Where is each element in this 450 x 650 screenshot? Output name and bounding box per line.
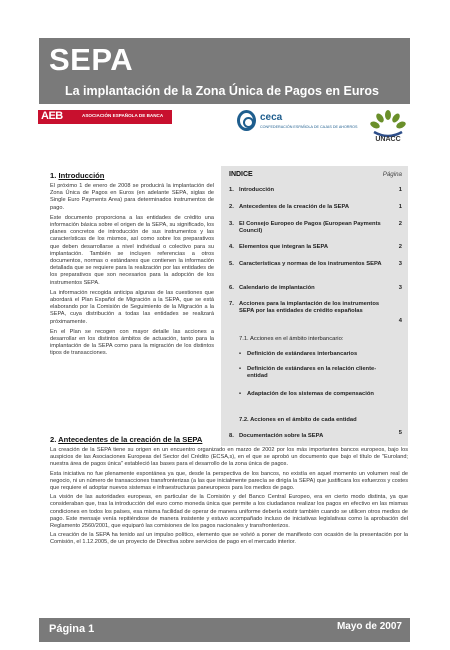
index-item-text: Elementos que integran la SEPA [239, 244, 329, 250]
index-item-number: 1. [229, 187, 234, 193]
index-box [221, 166, 408, 446]
background-heading-text: Antecedentes de la creación de la SEPA [58, 435, 203, 444]
background-heading [50, 435, 408, 444]
index-title: INDICE [229, 171, 253, 178]
intro-section [50, 171, 214, 361]
index-item-number: 6. [229, 285, 234, 291]
aeb-logo-text: ASOCIACIÓN ESPAÑOLA DE BANCA [82, 113, 164, 118]
index-item [229, 244, 404, 251]
aeb-logo [38, 110, 172, 124]
index-item [229, 301, 404, 324]
index-item [229, 204, 404, 211]
footer-band [39, 618, 410, 642]
ceca-logo-icon [237, 110, 256, 131]
index-item-text: Antecedentes de la creación de la SEPA [239, 204, 350, 210]
header-band [39, 38, 410, 104]
ceca-logo-subtitle: CONFEDERACIÓN ESPAÑOLA DE CAJAS DE AHORROS [260, 125, 358, 129]
unacc-logo-text: UNACC [375, 136, 401, 143]
intro-heading-text: Introducción [58, 171, 105, 180]
index-item-number: 4. [229, 244, 234, 250]
index-item [229, 221, 404, 235]
index-item-number: 7. [229, 301, 234, 307]
aeb-logo-mark: AEB [41, 110, 63, 122]
index-item-page: 3 [398, 285, 402, 291]
index-item-page: 1 [398, 187, 402, 193]
background-section [50, 435, 408, 549]
background-paragraph: Esta iniciativa no fue plenamente espontánea ya que, desde la perspectiva de los bancos, no existía en aquel momento un volumen real de negocio, ni un número de transacciones transfronterizas (a las que inicialmente parecía se dirigía la SEPA) que justificara los esfuerzos y costes que requiere el adoptar nuevos sistemas e infraestructuras paneuropeos para los medios de pago. [50, 470, 408, 492]
index-item-number: 8. [229, 433, 234, 439]
background-heading-number: 2. [50, 435, 57, 444]
index-subitem-7-1: 7.1. Acciones en el ámbito interbancario: [239, 336, 344, 342]
intro-paragraph: En el Plan se recogen con mayor detalle las acciones a desarrollar en los distintos ámbitos de actuación, tanto para la implantación de la SEPA como para la migración de los distintos tipos de transacciones. [50, 328, 214, 357]
document-title: SEPA [49, 42, 134, 77]
index-item-page: 2 [398, 221, 402, 227]
index-item-number: 5. [229, 261, 234, 267]
index-subitem-7-2: 7.2. Acciones en el ámbito de cada entidad [239, 417, 357, 423]
background-paragraph: La creación de la SEPA ha tenido así un impulso político, elemento que se volvió a poner de manifiesto con ocasión de la presentación por la Comisión, el 1.12.2005, de un proyecto de Directiva sobre servicios de pago en el mercado interior. [50, 532, 408, 546]
background-paragraph: La visión de las autoridades europeas, en particular de la Comisión y del Banco Central Europeo, era en cierto modo distinta, ya que consideraban que, tras la introducción del euro como moneda única que permite a los ciudadanos realizar los pagos en efectivo en las mismas condiciones en todos los países, esa misma facilidad de operar de manera uniforme debería existir también cuando se utilicen otros medios de pago. Este mensaje venía repitiéndose de manera insistente y estuvo acompañado incluso de iniciativas legislativas como la aprobación del Reglamento 2560/2001, que equiparó las comisiones de los pagos nacionales y transfronterizos. [50, 494, 408, 530]
index-item-page: 5 [398, 430, 402, 436]
index-item-number: 2. [229, 204, 234, 210]
ceca-logo-name: ceca [260, 112, 283, 123]
intro-heading [50, 171, 214, 180]
index-item-text: El Consejo Europeo de Pagos (European Payments Council) [239, 221, 381, 234]
background-paragraph: La creación de la SEPA tiene su origen en un encuentro organizado en marzo de 2002 por los más importantes bancos europeos, bajo los auspicios de las Asociaciones Europeas del Sector del Crédito (ECSA,s), en el que se aprobó un documento que bajo el título de "Euroland; nuestra área de pagos única" estableció las bases para el desarrollo de la zona única de pagos. [50, 447, 408, 468]
page-number: Página 1 [49, 623, 95, 635]
index-item-text: Introducción [239, 187, 275, 193]
intro-paragraph: La información recogida anticipa algunas de las cuestiones que abordará el Plan Español de Migración a la SEPA, que se está elaborando por la Comisión de Seguimiento de la Migración a la SEPA, cuya distribución a todas las entidades se realizará próximamente. [50, 289, 214, 325]
index-item [229, 285, 404, 292]
index-bullet: • Definición de estándares interbancarios [247, 351, 387, 358]
index-bullet: • Definición de estándares en la relación cliente-entidad [247, 366, 387, 380]
index-item-text: Calendario de implantación [239, 285, 315, 291]
index-item [229, 261, 404, 268]
index-item-page: 1 [398, 204, 402, 210]
index-page-column-label: Página [382, 171, 402, 178]
index-item-page: 2 [398, 244, 402, 250]
intro-paragraph: El próximo 1 de enero de 2008 se producirá la implantación del Zona Única de Pagos en Euros (en adelante SEPA, siglas de Single Euro Payments Area) para determinados instrumentos de pago. [50, 183, 214, 211]
document-subtitle: La implantación de la Zona Única de Pagos en Euros [65, 84, 379, 98]
index-item [229, 187, 404, 194]
index-item-text: Acciones para la implantación de los instrumentos SEPA por las entidades de crédito españolas [239, 301, 380, 314]
intro-paragraph: Este documento proporciona a las entidades de crédito una información básica sobre el origen de la SEPA, su significado, los planes concretos de introducción de sus instrumentos y las características de los mismos, así como sobre los preparativos que deben desarrollarse a nivel individual o colectivo para su implantación. También se incluyen referencias a otros documentos, normas o estándares que contienen la información detallada que se requiere para la realización por las entidades de los preparativos que son necesarios para la adopción de los instrumentos SEPA. [50, 214, 214, 286]
index-item-page: 4 [398, 318, 402, 324]
index-item-text: Características y normas de los instrumentos SEPA [239, 261, 382, 267]
index-item-page: 3 [398, 261, 402, 267]
index-item-text: Documentación sobre la SEPA [239, 433, 324, 439]
index-bullet: • Adaptación de los sistemas de compensación [247, 391, 387, 398]
publication-date: Mayo de 2007 [336, 621, 402, 632]
intro-heading-number: 1. [50, 171, 57, 180]
index-item-number: 3. [229, 221, 234, 227]
